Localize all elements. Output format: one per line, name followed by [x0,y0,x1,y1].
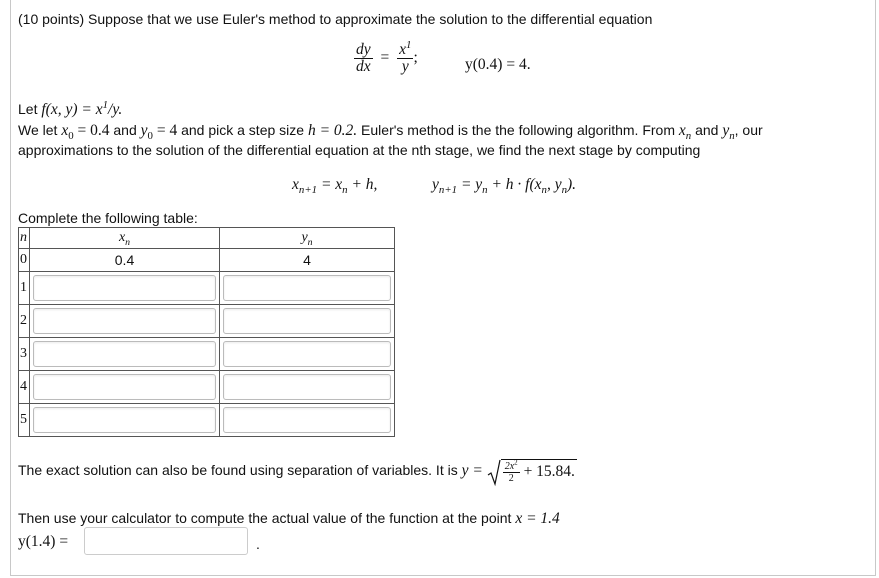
x1-input[interactable] [33,275,216,301]
dy: dy [356,41,371,58]
definition-line-3: approximations to the solution of the differential equation at the nth stage, we find the next stage by computing [18,142,701,158]
table-row [19,338,395,371]
problem-intro: (10 points) Suppose that we use Euler's method to approximate the solution to the differential equation [18,11,653,27]
header-n: n [19,228,30,249]
evaluation-point: x = 1.4 [515,510,560,527]
x0-value: 0.4 [30,249,220,272]
table-caption: Complete the following table: [18,210,198,226]
f-expression: f(x, $y) = x^1/y$. [41,98,123,118]
table-row [19,305,395,338]
x0-expression: $x_0 = 0.4$ [61,122,110,143]
row-index: 3 [19,338,30,371]
sqrt-fraction: $\frac{2x^2}{2}$ [504,459,518,485]
y5-input[interactable] [223,407,391,433]
sqrt-expression: $\frac{2x^2}{2}$ + 15.84. [487,456,577,487]
dy-dx-fraction [354,42,373,75]
differential-equation [354,38,418,75]
definition-line-1 [18,98,123,119]
x4-input[interactable] [33,374,216,400]
rhs-num-exp: 1 [406,38,412,51]
x-update-formula: $x_{n+1} = x_n + h$, [292,176,378,197]
initial-condition: y(0.4) = 4. [465,56,531,73]
sqrt-symbol-icon [487,457,501,487]
dx: dx [356,58,371,75]
let-label: Let [18,101,42,117]
table-row [19,404,395,437]
y0-expression: $y_0 = 4$ [140,122,178,143]
y3-input[interactable] [223,341,391,367]
row-index: 5 [19,404,30,437]
definition-line-2: We let $x_0 = 0.4$ and $y_0 = 4$ and pick a step size h = 0.2. Euler's method is the the following algorithm. From $x_n$ and $y_n$, our [18,122,763,143]
y-update-formula: $y_{n+1} = y_n + h \cdot f(x_n$, $y_n$). [432,176,577,197]
answer-label: y(1.4) = [18,533,69,550]
rhs-den: y [401,58,409,75]
x3-input[interactable] [33,341,216,367]
answer-input[interactable] [84,527,248,555]
equals-sign: = [380,49,390,67]
step-size: h = 0.2. [307,122,358,139]
row-index: 2 [19,305,30,338]
header-yn: $y_n$ [220,228,395,249]
y4-input[interactable] [223,374,391,400]
row-index: 0 [19,249,30,272]
answer-period: . [256,536,260,552]
header-xn: $x_n$ [30,228,220,249]
row-index: 4 [19,371,30,404]
rhs-fraction [397,38,413,75]
euler-table [18,227,395,437]
final-instruction: Then use your calculator to compute the actual value of the function at the point x = 1.4 [18,510,560,527]
rhs-num-base: x [399,41,407,58]
table-header-row [19,228,395,249]
y1-input[interactable] [223,275,391,301]
xn-symbol: $x_n$ [678,122,692,143]
y0-value: 4 [220,249,395,272]
x5-input[interactable] [33,407,216,433]
semicolon: ; [413,49,418,67]
table-row [19,371,395,404]
table-row [19,272,395,305]
exact-solution-text: The exact solution can also be found using separation of variables. It is [18,462,462,478]
exact-solution-line [18,455,577,485]
row-index: 1 [19,272,30,305]
y2-input[interactable] [223,308,391,334]
x2-input[interactable] [33,308,216,334]
yn-symbol: $y_n$ [722,122,735,143]
exact-y-equals: y = [461,462,483,479]
table-row [19,249,395,272]
